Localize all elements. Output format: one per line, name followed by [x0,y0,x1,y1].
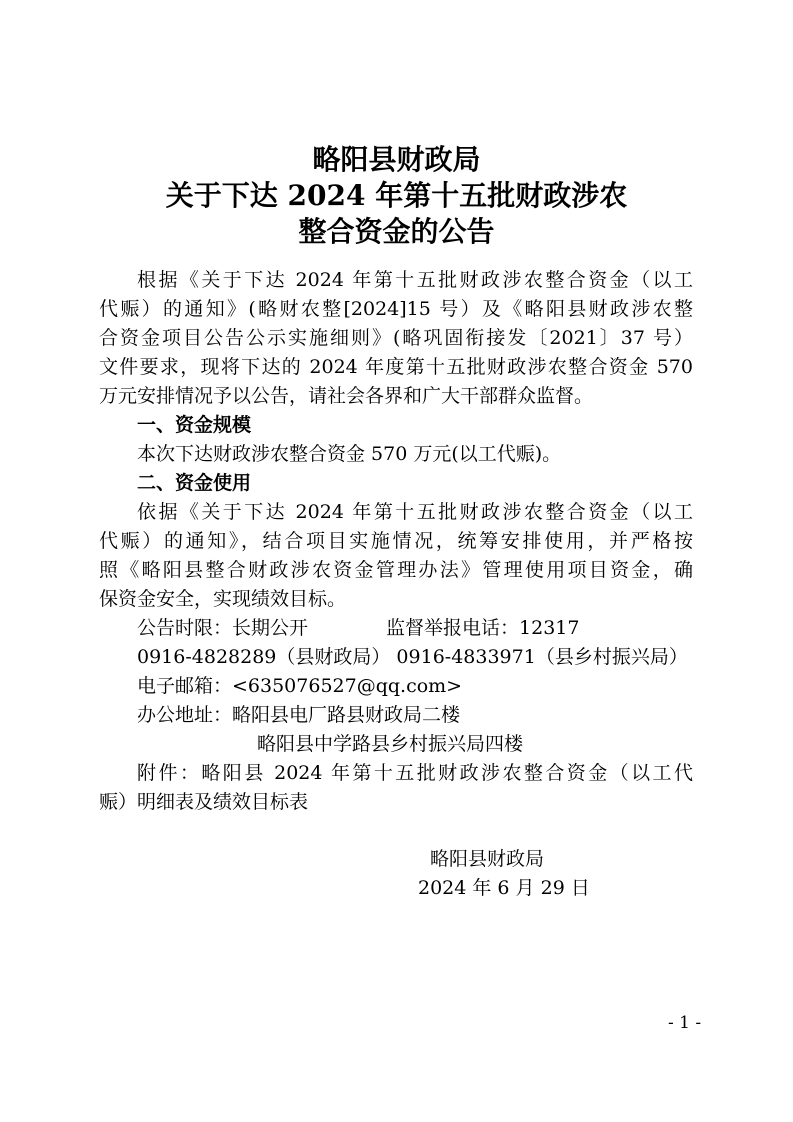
section-2-line-4: 保资金安全，实现绩效目标。 [99,588,347,610]
section-2-line-1: 依据《关于下达 2024 年第十五批财政涉农整合资金（以工 [137,501,693,523]
section-2-heading: 二、资金使用 [137,472,252,494]
document-title [0,142,793,250]
intro-line-5: 万元安排情况予以公告，请社会各界和广大干部群众监督。 [99,385,594,407]
section-1-heading: 一、资金规模 [137,414,252,436]
intro-line-2: 代赈）的通知》(略财农整[2024]15 号）及《略阳县财政涉农整 [99,298,693,320]
page-number: - 1 - [668,1013,702,1033]
signature-date: 2024 年 6 月 29 日 [418,877,590,899]
signature-block [418,845,590,903]
report-hotline: 监督举报电话：12317 [386,617,580,639]
signature-org: 略阳县财政局 [430,848,545,870]
intro-line-1: 根据《关于下达 2024 年第十五批财政涉农整合资金（以工 [137,269,693,291]
title-line-1: 略阳县财政局 [312,143,481,176]
contact-period-row [99,614,693,643]
document-body [99,266,693,817]
office-address-2: 略阳县中学路县乡村振兴局四楼 [257,733,524,755]
office-address-1: 办公地址：略阳县电厂路县财政局二楼 [137,704,461,726]
intro-line-4: 文件要求，现将下达的 2024 年度第十五批财政涉农整合资金 570 [99,356,693,378]
contact-email: 电子邮箱：<635076527@qq.com> [137,675,463,697]
attachment-line-2: 赈）明细表及绩效目标表 [99,791,309,813]
contact-phones: 0916-4828289（县财政局） 0916-4833971（县乡村振兴局） [137,646,688,668]
section-2-line-2: 代赈）的通知》，结合项目实施情况，统筹安排使用，并严格按 [99,530,693,552]
attachment-line-1: 附件：略阳县 2024 年第十五批财政涉农整合资金（以工代 [137,762,693,784]
intro-line-3: 合资金项目公告公示实施细则》(略巩固衔接发〔2021〕37 号） [99,327,693,349]
section-2-line-3: 照《略阳县整合财政涉农资金管理办法》管理使用项目资金，确 [99,559,693,581]
notice-period: 公告时限：长期公开 [137,617,309,639]
title-line-2: 关于下达 2024 年第十五批财政涉农 [165,179,628,212]
section-1-text: 本次下达财政涉农整合资金 570 万元(以工代赈)。 [137,443,562,465]
title-line-3: 整合资金的公告 [298,215,495,248]
